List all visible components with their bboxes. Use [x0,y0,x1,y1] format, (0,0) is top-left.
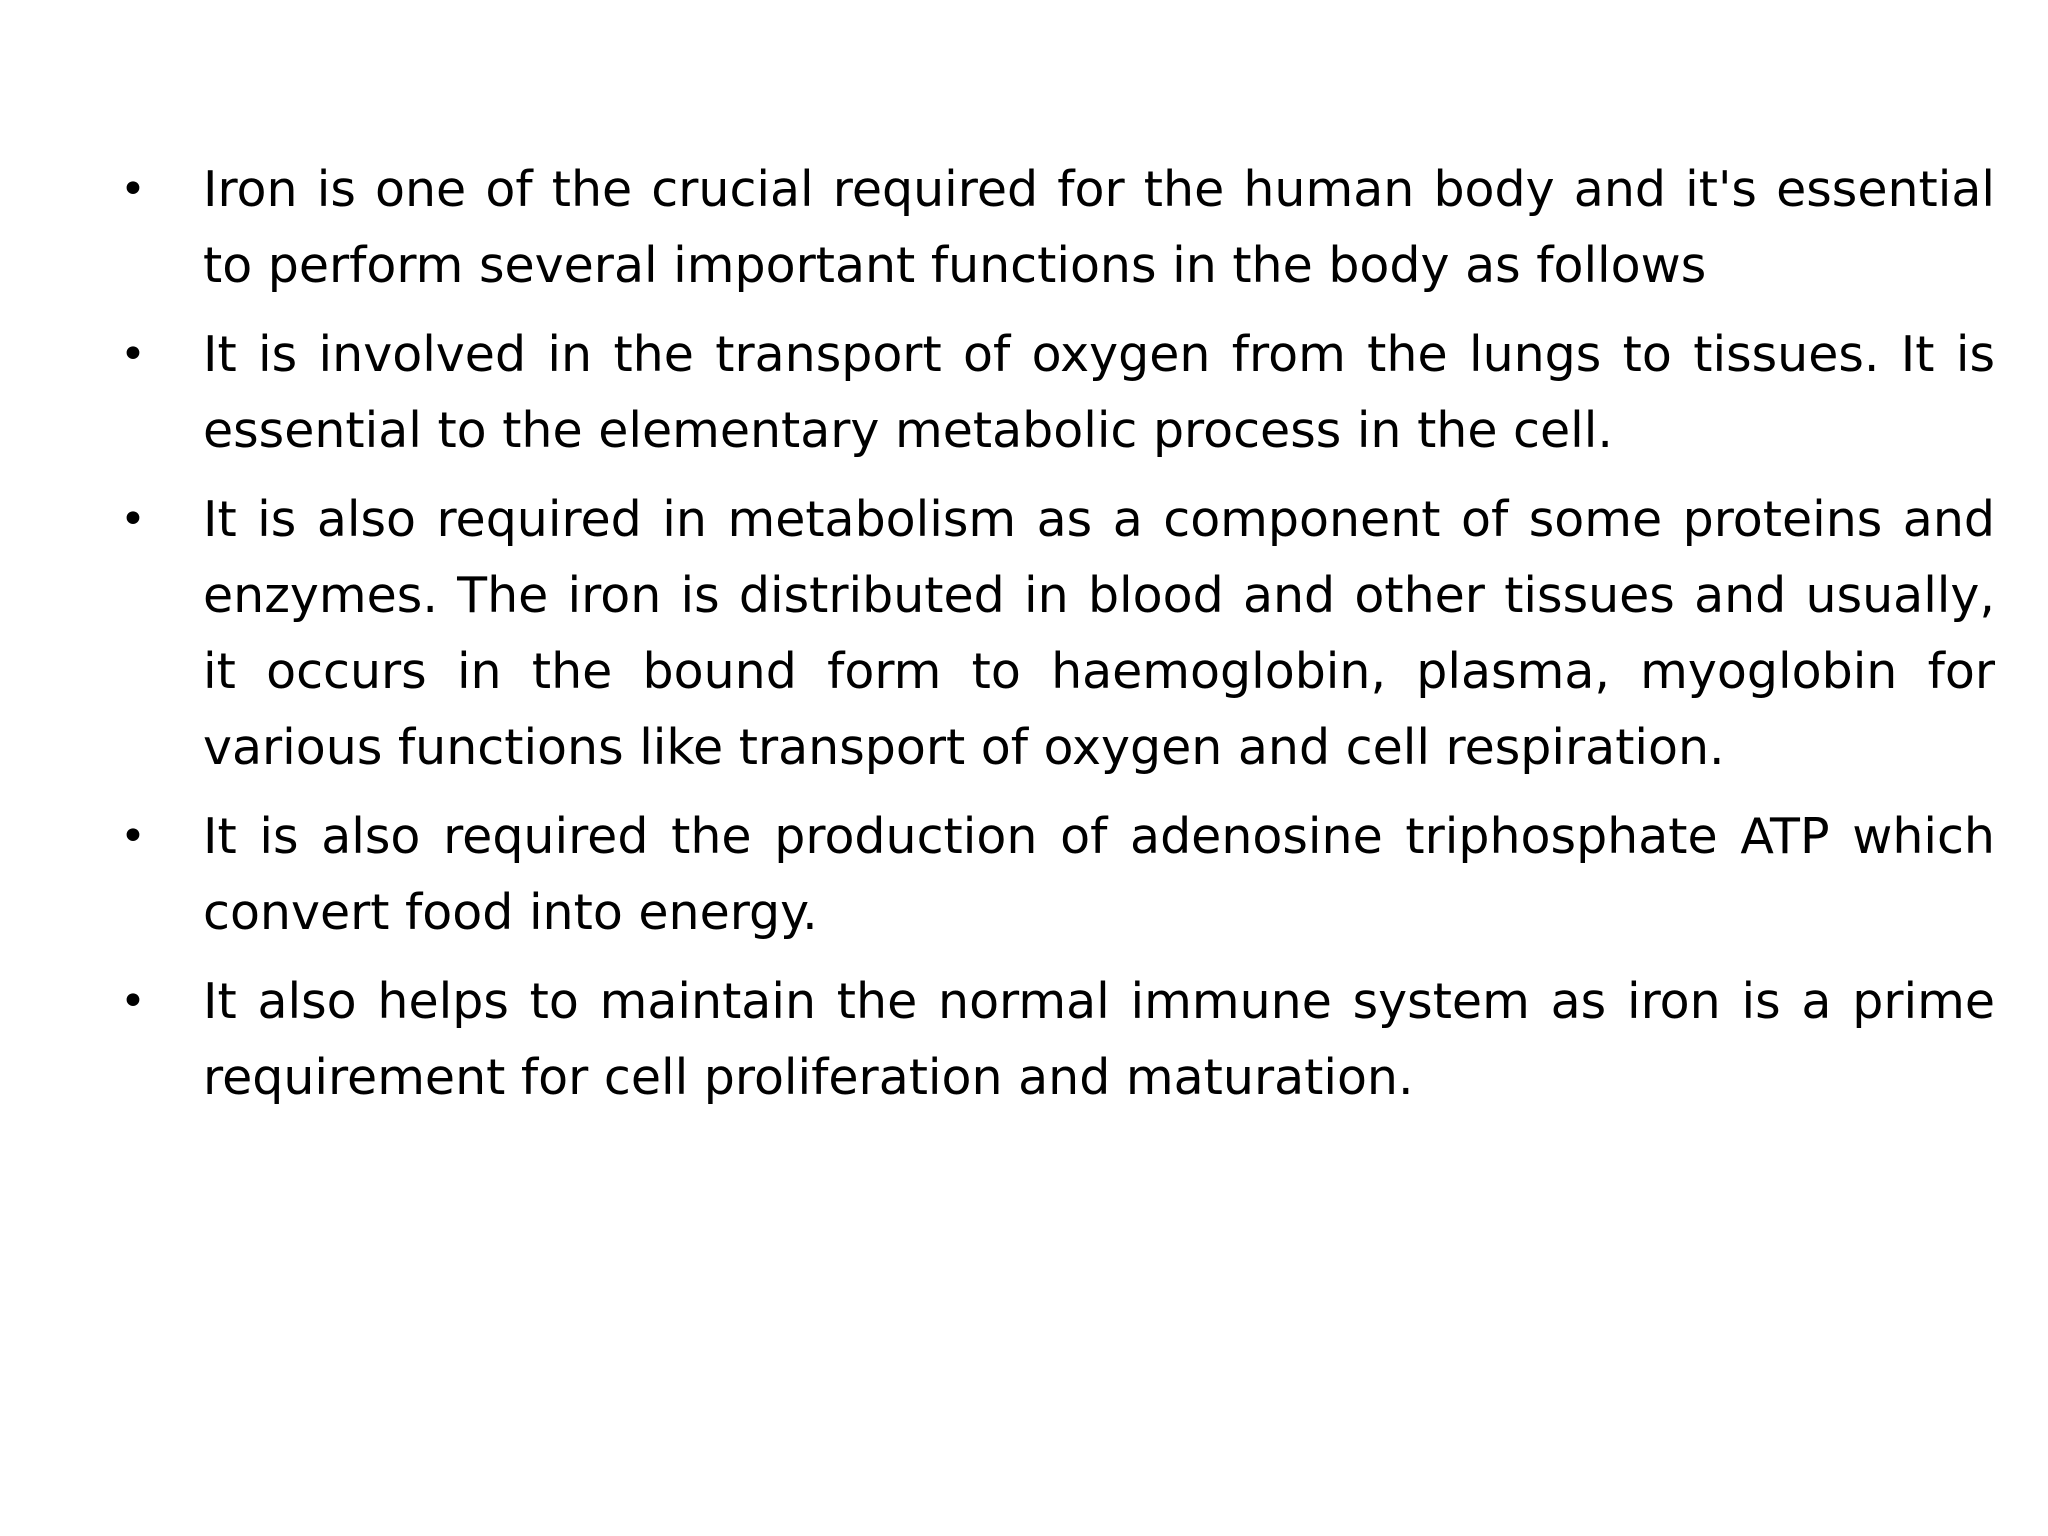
bullet-text: It is also required in metabolism as a component of some proteins and enzymes. The iron is distributed in blood and other tissues and usually, it occurs in the bound form to haemoglobin, plasma, myoglobin for various functions like transport of oxygen and cell respiration. [203,491,1995,776]
bullet-text: Iron is one of the crucial required for the human body and it's essential to perform several important functions in the body as follows [203,161,1995,294]
bullet-icon: • [120,811,146,862]
bullet-text: It is involved in the transport of oxygen from the lungs to tissues. It is essential to the elementary metabolic process in the cell. [203,326,1995,459]
bullet-item [120,964,1995,1116]
bullet-item [120,152,1995,304]
bullet-icon: • [120,329,146,380]
bullet-text: It is also required the production of adenosine triphosphate ATP which convert food into energy. [203,808,1995,941]
bullet-item [120,799,1995,951]
bullet-item [120,317,1995,469]
bullet-icon: • [120,976,146,1027]
bullet-icon: • [120,494,146,545]
bullet-icon: • [120,164,146,215]
bullet-item [120,482,1995,786]
bullet-list [120,152,1995,1129]
bullet-text: It also helps to maintain the normal immune system as iron is a prime requirement for cell proliferation and maturation. [203,973,1995,1106]
